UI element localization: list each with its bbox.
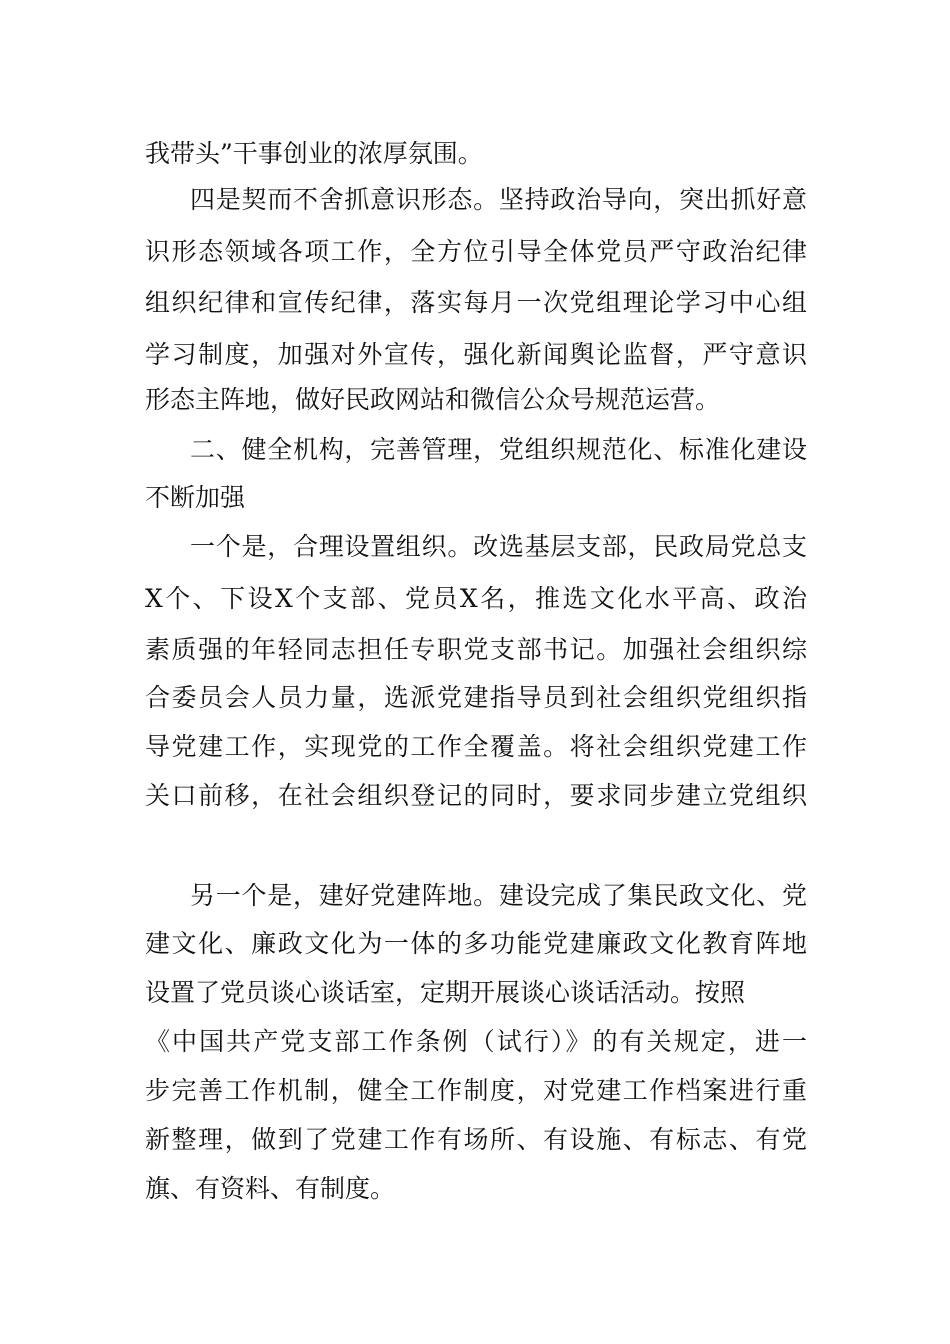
paragraph-first-line: 一个是，合理设置组织。改选基层支部，民政局党总支 bbox=[190, 532, 807, 561]
text-line: 导党建工作，实现党的工作全覆盖。将社会组织党建工作 bbox=[145, 732, 807, 761]
paragraph-first-line: 四是契而不舍抓意识形态。坚持政治导向，突出抓好意 bbox=[190, 185, 807, 214]
text-line: 新整理，做到了党建工作有场所、有设施、有标志、有党 bbox=[145, 1125, 807, 1154]
text-line: 合委员会人员力量，选派党建指导员到社会组织党组织指 bbox=[145, 683, 807, 712]
paragraph-first-line: 另一个是，建好党建阵地。建设完成了集民政文化、党 bbox=[190, 881, 807, 910]
text-line: 设置了党员谈心谈话室，定期开展谈心谈话活动。按照 bbox=[145, 978, 746, 1007]
section-heading-continued: 不断加强 bbox=[145, 483, 246, 512]
text-line: 素质强的年轻同志担任专职党支部书记。加强社会组织综 bbox=[145, 635, 807, 664]
text-line: 学习制度，加强对外宣传，强化新闻舆论监督，严守意识 bbox=[145, 340, 807, 369]
text-line: 旗、有资料、有制度。 bbox=[145, 1174, 396, 1203]
section-heading: 二、健全机构，完善管理，党组织规范化、标准化建设 bbox=[190, 435, 807, 464]
text-line: 步完善工作机制，健全工作制度，对党建工作档案进行重 bbox=[145, 1076, 807, 1105]
text-line: 识形态领域各项工作，全方位引导全体党员严守政治纪律 bbox=[145, 237, 807, 266]
text-line: 建文化、廉政文化为一体的多功能党建廉政文化教育阵地 bbox=[145, 929, 807, 958]
text-line: 形态主阵地，做好民政网站和微信公众号规范运营。 bbox=[145, 385, 721, 414]
text-line: 组织纪律和宣传纪律，落实每月一次党组理论学习中心组 bbox=[145, 288, 807, 317]
text-line: X个、下设X个支部、党员X名，推选文化水平高、政治 bbox=[145, 584, 807, 613]
text-line: 我带头”干事创业的浓厚氛围。 bbox=[145, 139, 483, 168]
text-line: 《中国共产党支部工作条例（试行）》的有关规定，进一 bbox=[145, 1027, 807, 1056]
text-line: 关口前移，在社会组织登记的同时，要求同步建立党组织 bbox=[145, 781, 807, 810]
